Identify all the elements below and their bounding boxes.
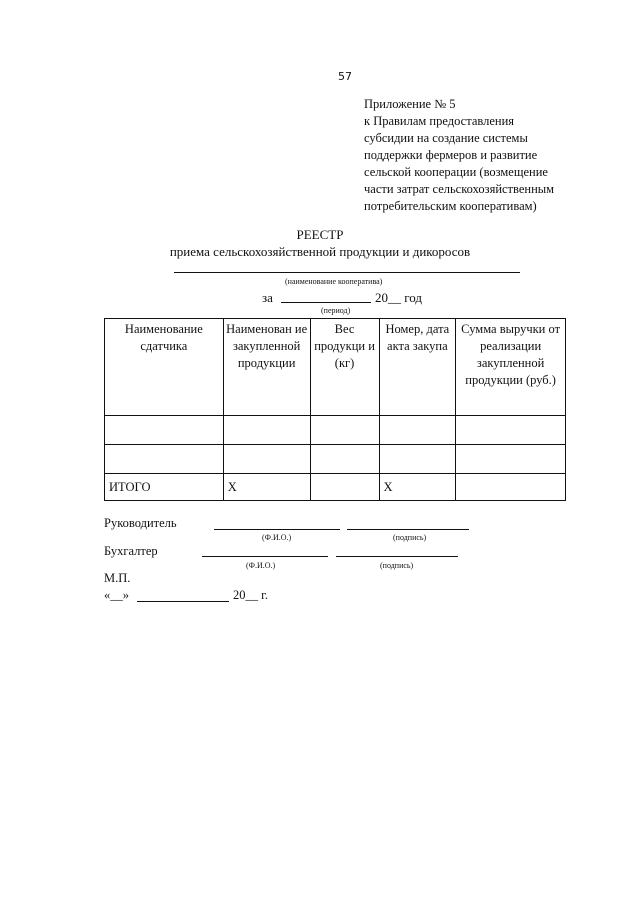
header-cell: Наименование сдатчика [105,319,224,416]
total-cell[interactable] [310,474,379,501]
coop-name-line[interactable] [174,272,520,273]
period-line[interactable] [281,302,371,303]
table-header-row [105,319,566,416]
table-cell[interactable] [310,416,379,445]
total-label: ИТОГО [105,474,224,501]
table-cell[interactable] [223,445,310,474]
date-year: 20__ г. [233,588,268,602]
total-cell[interactable] [456,474,566,501]
appendix-line: Приложение № 5 [364,97,456,111]
appendix-line: потребительским кооперативам) [364,199,537,213]
appendix-line: к Правилам предоставления [364,114,515,128]
head-fio-caption: (Ф.И.О.) [262,533,292,542]
appendix-line: части затрат сельскохозяйственным [364,182,555,196]
period-caption: (период) [321,306,351,315]
date-day: «__» [104,588,129,602]
stamp-label: М.П. [104,571,131,585]
table-cell[interactable] [379,416,456,445]
header-cell: Наименован ие закупленной продукции [223,319,310,416]
date-month-line[interactable] [137,601,229,602]
head-sign-caption: (подпись) [393,533,427,542]
appendix-line: сельской кооперации (возмещение [364,165,548,179]
document-title: РЕЕСТР [296,227,344,242]
table-cell[interactable] [456,416,566,445]
appendix-line: субсидии на создание системы [364,131,528,145]
head-label: Руководитель [104,516,177,530]
table-cell[interactable] [456,445,566,474]
accountant-sign-caption: (подпись) [380,561,414,570]
table-cell[interactable] [105,445,224,474]
page-number: 57 [338,70,352,83]
header-cell: Вес продукци и (кг) [310,319,379,416]
table-cell[interactable] [223,416,310,445]
appendix-block [364,96,554,215]
total-row [105,474,566,501]
appendix-line: поддержки фермеров и развитие [364,148,538,162]
registry-table [104,318,566,501]
header-cell: Сумма выручки от реализации закупленной продукции (руб.) [456,319,566,416]
header-cell: Номер, дата акта закупа [379,319,456,416]
table-cell[interactable] [310,445,379,474]
period-year: 20__ год [375,290,422,305]
table-row [105,416,566,445]
head-fio-line[interactable] [214,529,340,530]
table-cell[interactable] [379,445,456,474]
total-cell: X [379,474,456,501]
accountant-label: Бухгалтер [104,544,158,558]
table-cell[interactable] [105,416,224,445]
accountant-fio-caption: (Ф.И.О.) [246,561,276,570]
table-row [105,445,566,474]
document-subtitle: приема сельскохозяйственной продукции и дикоросов [169,244,471,259]
total-cell: X [223,474,310,501]
coop-caption: (наименование кооператива) [285,277,383,286]
accountant-fio-line[interactable] [202,556,328,557]
head-sign-line[interactable] [347,529,469,530]
period-prefix: за [262,290,273,305]
accountant-sign-line[interactable] [336,556,458,557]
